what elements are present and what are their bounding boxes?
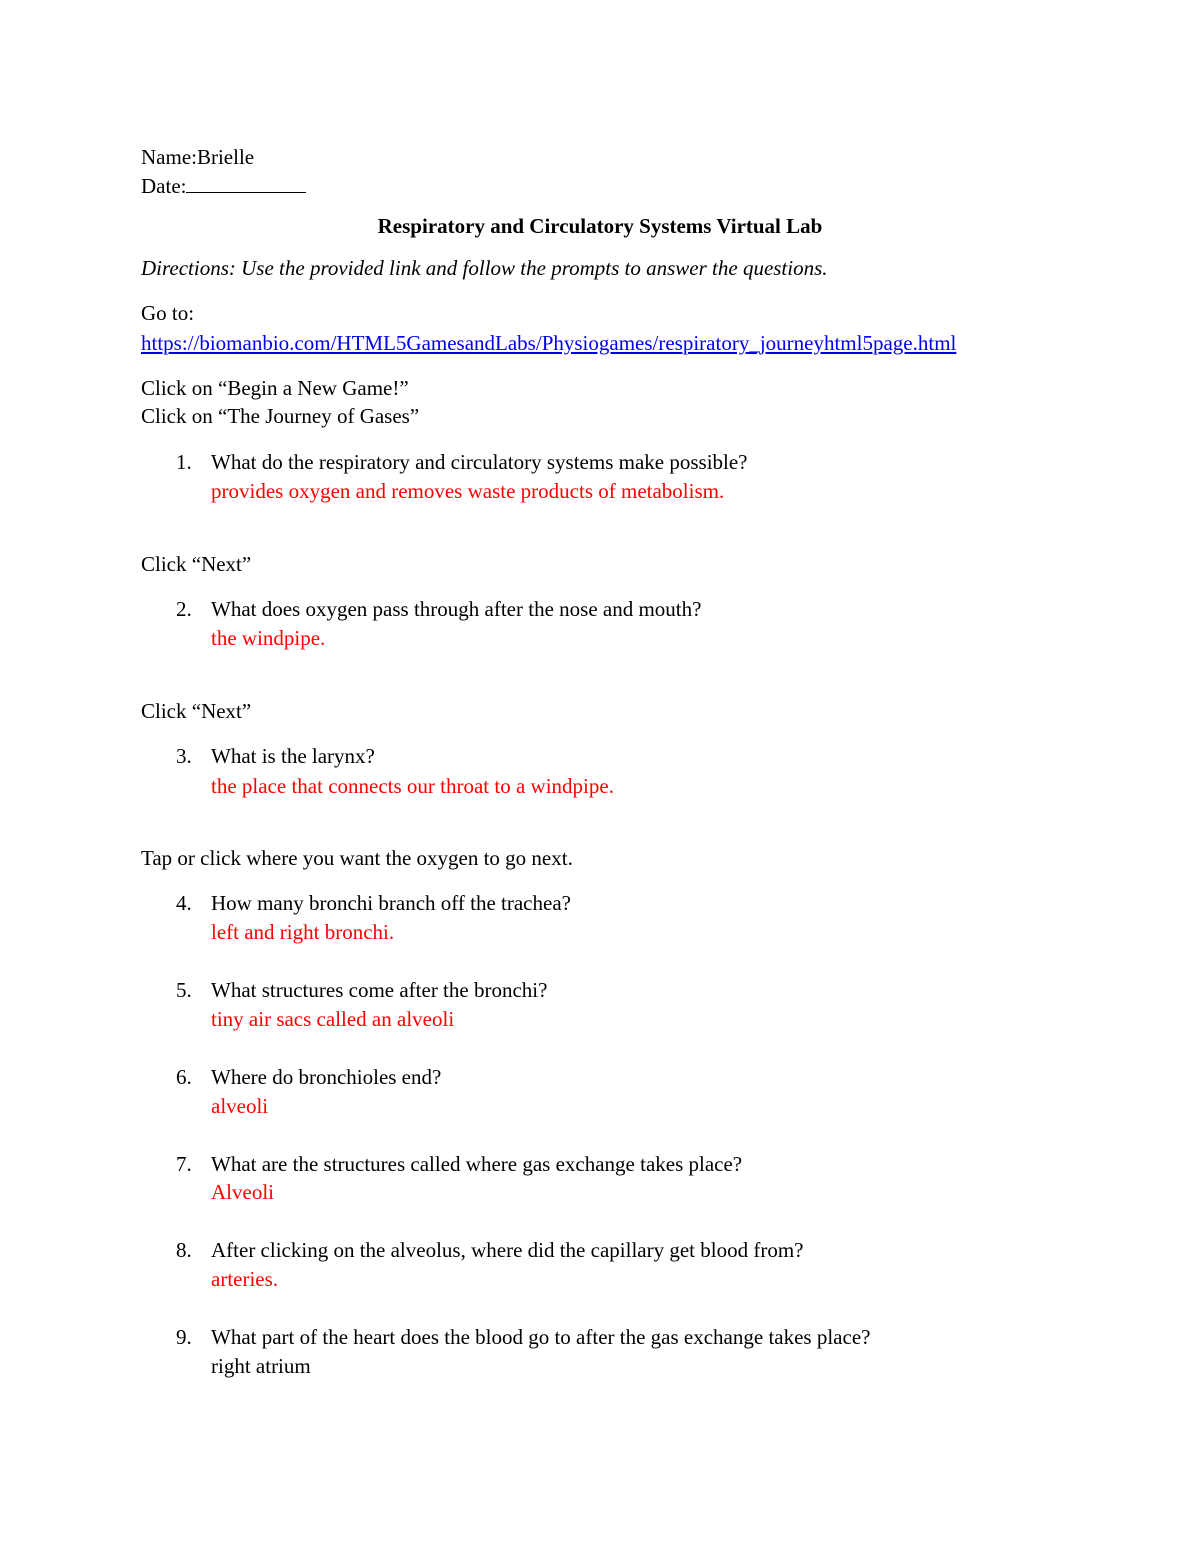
answer-text: alveoli — [211, 1094, 269, 1118]
step-next: Click “Next” — [141, 552, 252, 576]
question-text: How many bronchi branch off the trachea? — [211, 891, 571, 915]
answer-text: left and right bronchi. — [211, 920, 395, 944]
question-number: 9. — [176, 1325, 192, 1349]
step-next: Click “Next” — [141, 699, 252, 723]
directions-label: Directions: — [141, 256, 236, 280]
date-label: Date: — [141, 174, 187, 198]
question-text: Where do bronchioles end? — [211, 1065, 442, 1089]
name-line: Name:Brielle — [141, 145, 255, 169]
question-number: 7. — [176, 1152, 192, 1176]
answer-text: right atrium — [211, 1354, 311, 1378]
answer-text: the place that connects our throat to a windpipe. — [211, 774, 614, 798]
question-number: 2. — [176, 597, 192, 621]
question-number: 3. — [176, 744, 192, 768]
question-text: What structures come after the bronchi? — [211, 978, 548, 1002]
question-number: 1. — [176, 450, 192, 474]
question-number: 5. — [176, 978, 192, 1002]
page-title: Respiratory and Circulatory Systems Virtual Lab — [377, 214, 823, 238]
answer-text: tiny air sacs called an alveoli — [211, 1007, 455, 1031]
directions-text: Use the provided link and follow the prompts to answer the questions. — [235, 256, 828, 280]
answer-text: provides oxygen and removes waste products of metabolism. — [211, 479, 725, 503]
step-tap: Tap or click where you want the oxygen to go next. — [141, 846, 573, 870]
directions — [141, 258, 828, 279]
question-text: After clicking on the alveolus, where did the capillary get blood from? — [211, 1238, 804, 1262]
question-number: 4. — [176, 891, 192, 915]
question-number: 8. — [176, 1238, 192, 1262]
lab-link[interactable]: https://biomanbio.com/HTML5GamesandLabs/Physiogames/respiratory_journeyhtml5page.html — [141, 331, 957, 355]
question-text: What is the larynx? — [211, 744, 375, 768]
answer-text: Alveoli — [211, 1180, 274, 1204]
question-number: 6. — [176, 1065, 192, 1089]
question-text: What part of the heart does the blood go to after the gas exchange takes place? — [211, 1325, 871, 1349]
date-line — [141, 174, 306, 197]
answer-text: arteries. — [211, 1267, 279, 1291]
answer-text: the windpipe. — [211, 626, 326, 650]
question-text: What do the respiratory and circulatory systems make possible? — [211, 450, 748, 474]
step-journey: Click on “The Journey of Gases” — [141, 404, 420, 428]
step-begin: Click on “Begin a New Game!” — [141, 376, 409, 400]
question-text: What are the structures called where gas exchange takes place? — [211, 1152, 743, 1176]
date-blank — [186, 174, 306, 193]
goto-label: Go to: — [141, 301, 195, 325]
question-text: What does oxygen pass through after the nose and mouth? — [211, 597, 702, 621]
